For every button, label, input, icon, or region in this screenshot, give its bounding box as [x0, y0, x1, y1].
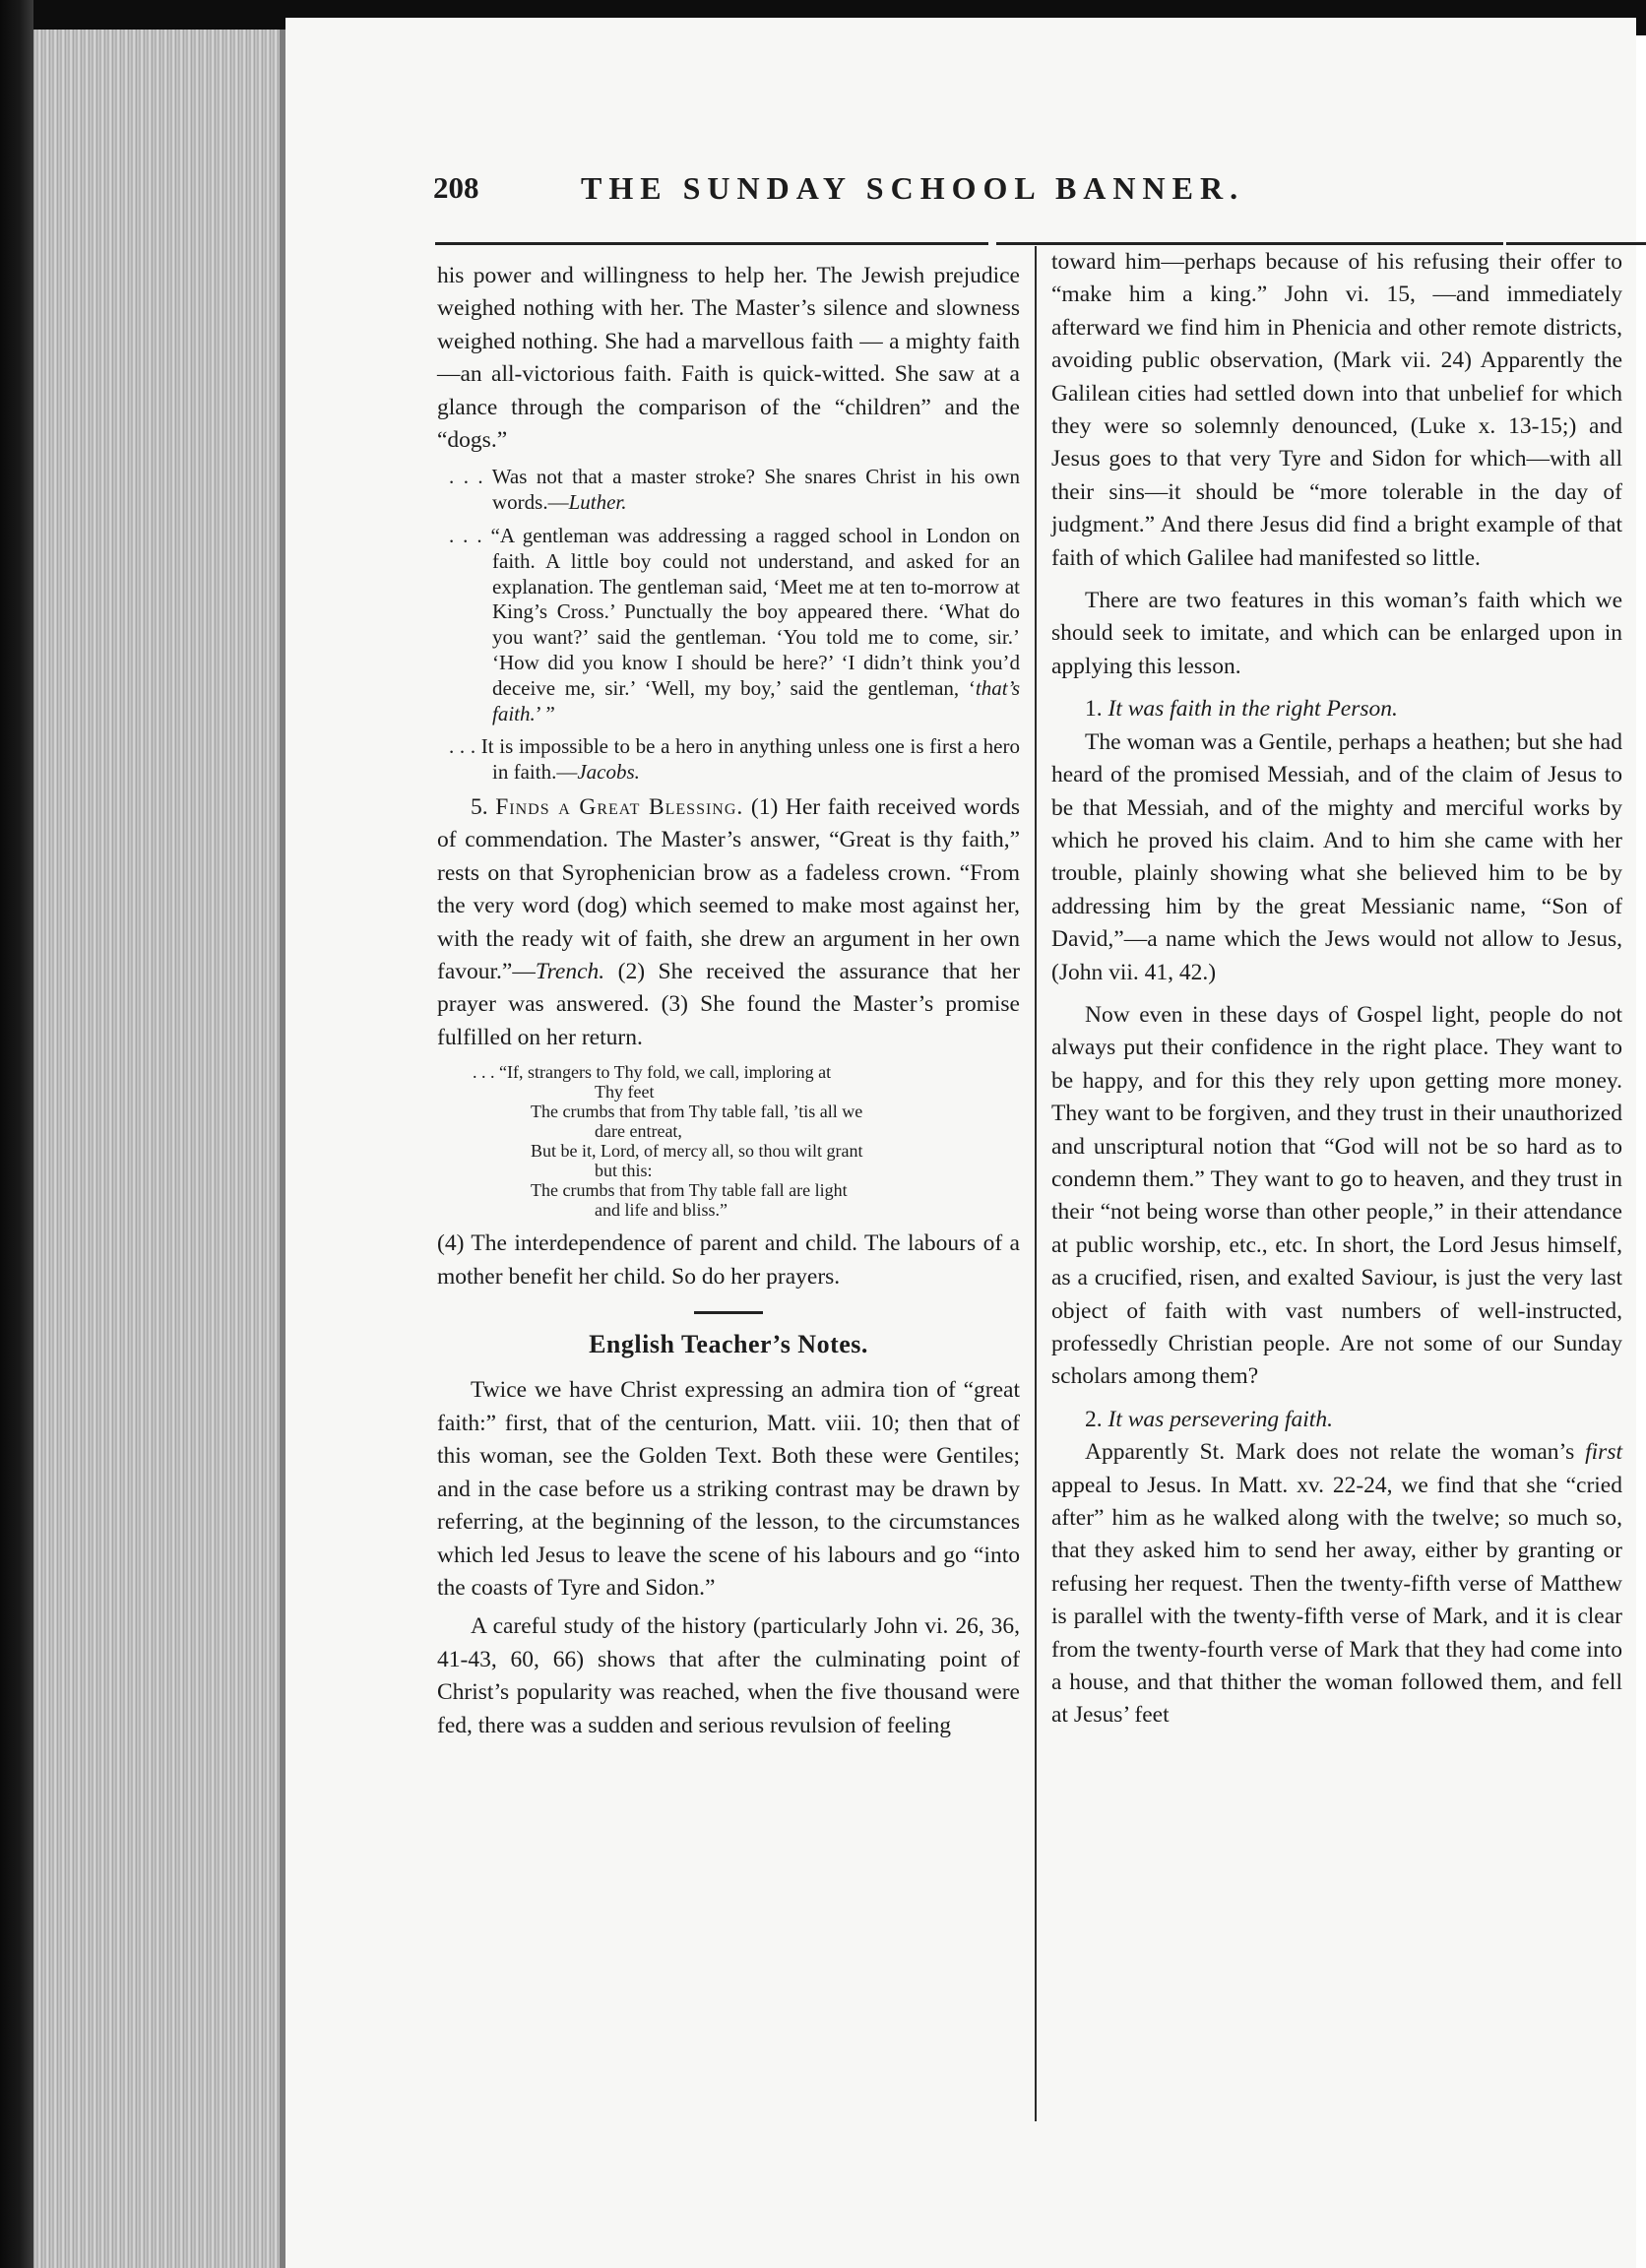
quote-source: Luther.: [568, 490, 627, 515]
hymn-line: but this:: [595, 1161, 653, 1181]
scan-left-border: [0, 0, 33, 2268]
paragraph: his power and willingness to help her. The Jewish prejudice weighed nothing with her. The Master’s silence and slowness weighed nothing. She had a marvellous faith — a mighty faith—an all-victorious faith. Faith is quick-witted. She saw at a glance through the comparison of the “children” and the “dogs.”: [437, 263, 1020, 454]
paragraph-text-cont: appeal to Jesus. In Matt. xv. 22-24, we find that she “cried after” him as he walked along with the twelve; so much so, that they asked him to send her away, either by granting or refusing her request. Then the twenty-fifth verse of Matthew is parallel with the twenty-fifth verse of Mark, and it is clear from the twenty-fourth verse of Mark that they had come into a house, and that thither the woman followed them, and fell at Jesus’ feet: [1051, 1472, 1622, 1729]
right-column: [1051, 246, 1622, 1732]
subheading-text: It was faith in the right Person.: [1108, 696, 1398, 723]
quote-jacobs: [437, 734, 1020, 786]
subheading-number: 2.: [1085, 1406, 1103, 1432]
paragraph-text: Apparently St. Mark does not relate the woman’s: [1085, 1439, 1586, 1466]
subheading-text: It was persevering faith.: [1108, 1406, 1333, 1432]
section-title: English Teacher’s Notes.: [589, 1330, 868, 1359]
hymn-line: and life and bliss.”: [595, 1200, 728, 1221]
quote-close: ’ ”: [535, 701, 555, 725]
section-divider: [694, 1311, 763, 1314]
hymn-line: The crumbs that from Thy table fall, ’tis all we: [531, 1102, 863, 1122]
book-page: [285, 18, 1636, 2268]
subheading-1: [1051, 693, 1622, 725]
subheading-number: 1.: [1085, 696, 1103, 723]
header-rule-right: [1506, 242, 1646, 245]
quote-emphasis: that’s faith.: [492, 675, 1020, 725]
paragraph: [1051, 1436, 1622, 1732]
hymn-line: But be it, Lord, of mercy all, so thou wilt grant: [531, 1141, 863, 1162]
quote-text: . . . “A gentleman was addressing a ragged school in London on faith. A little boy could not understand, and asked for an explanation. The gentleman said, ‘Meet me at ten to-morrow at King’s Cross.’ Punctually the boy appeared there. ‘What do you want?’ said the gentleman. ‘You told me to come, sir.’ ‘How did you know I should be here?’ ‘I didn’t think you’d deceive me, sir.’ ‘Well, my boy,’ said the gentleman, ‘: [449, 524, 1020, 700]
left-column: [437, 260, 1020, 1742]
running-title: THE SUNDAY SCHOOL BANNER.: [581, 170, 1245, 206]
paragraph: (4) The interdependence of parent and child. The labours of a mother benefit her child. So do her prayers.: [437, 1230, 1020, 1290]
paragraph: toward him—perhaps because of his refusing their offer to “make him a king.” John vi. 15, —and immediately afterward we find him in Phenicia and other remote districts, avoiding public observation, (Mark vii. 24) Apparently the Galilean cities had settled down into that unbelief for which they were so solemnly denounced, (Luke x. 13-15;) and Jesus goes to that very Tyre and Sidon for which—with all their sins—it should be “more tolerable in the day of judgment.” And there Jesus did find a bright example of that faith of which Galilee had manifested so little.: [1051, 249, 1622, 571]
quote-source: Jacobs.: [577, 760, 640, 785]
hymn-line: The crumbs that from Thy table fall are light: [531, 1180, 848, 1201]
hymn-line: . . . “If, strangers to Thy fold, we call, imploring at: [473, 1062, 832, 1083]
column-divider: [1035, 246, 1037, 2121]
hymn-line: dare entreat,: [595, 1121, 682, 1142]
header-rule-left: [435, 242, 988, 245]
hymn-line: Thy feet: [595, 1082, 655, 1102]
quote-source: Trench.: [535, 959, 605, 985]
quote-text: . . . Was not that a master stroke? She snares Christ in his own words.—: [449, 465, 1020, 515]
subheading-2: [1051, 1404, 1622, 1436]
page-number: 208: [433, 170, 479, 205]
quote-luther: [437, 465, 1020, 516]
quote-gentleman: [437, 524, 1020, 726]
book-page-edges: [33, 30, 285, 2268]
section-text-cont: (2) She received the assurance that her prayer was answered. (3) She found the Master’s promise fulfilled on her return.: [437, 959, 1020, 1050]
paragraph: Now even in these days of Gospel light, people do not always put their confidence in the right place. They want to be happy, and for this they rely upon getting more money. They want to be forgiven, and they trust in their unauthorized and unscriptural notion that “God will not be so hard as to condemn them.” They want to go to heaven, and they trust in their “not being worse than other people,” in their attendance at public worship, etc., etc. In short, the Lord Jesus himself, as a crucified, risen, and exalted Saviour, is just the very last object of faith with vast numbers of well-instructed, professedly Christian people. Are not some of our Sunday scholars among them?: [1051, 1001, 1622, 1390]
section-5-paragraph: [437, 791, 1020, 1054]
emphasis: first: [1585, 1439, 1622, 1466]
paragraph: The woman was a Gentile, perhaps a heathen; but she had heard of the promised Messiah, and of the claim of Jesus to be that Messiah, and of the mighty and merciful works by which he proved his claim. And to him she came with her trouble, plainly showing what she believed him to be by addressing him by the great Messianic name, “Son of David,”—a name which the Jews would not allow to Jesus, (John vii. 41, 42.): [1051, 728, 1622, 985]
section-heading: Finds a Great Blessing.: [495, 794, 744, 820]
page-header: [433, 170, 1646, 229]
section-number: 5.: [471, 794, 488, 820]
section-text: (1) Her faith received words of commendation. The Master’s answer, “Great is thy faith,” rests on that Syrophenician brow as a fadeless crown. “From the very word (dog) which seemed to make most against her, with the ready wit of faith, she drew an argument in her own favour.”—: [437, 794, 1021, 985]
quote-text: . . . It is impossible to be a hero in anything unless one is first a hero in faith.—: [449, 734, 1020, 785]
header-rule-mid: [996, 242, 1503, 245]
paragraph: Twice we have Christ expressing an admira tion of “great faith:” first, that of the centurion, Matt. viii. 10; then that of this woman, see the Golden Text. Both these were Gentiles; and in the case before us a striking contrast may be drawn by referring, at the beginning of the lesson, to the circumstances which led Jesus to leave the scene of his labours and go “into the coasts of Tyre and Sidon.”: [437, 1377, 1020, 1601]
paragraph: There are two features in this woman’s faith which we should seek to imitate, and which can be enlarged upon in applying this lesson.: [1051, 588, 1622, 679]
hymn-verse: [437, 1062, 1020, 1220]
paragraph: A careful study of the history (particularly John vi. 26, 36, 41-43, 60, 66) shows that after the culminating point of Christ’s popularity was reached, when the five thousand were fed, there was a sudden and serious revulsion of feeling: [437, 1613, 1020, 1738]
